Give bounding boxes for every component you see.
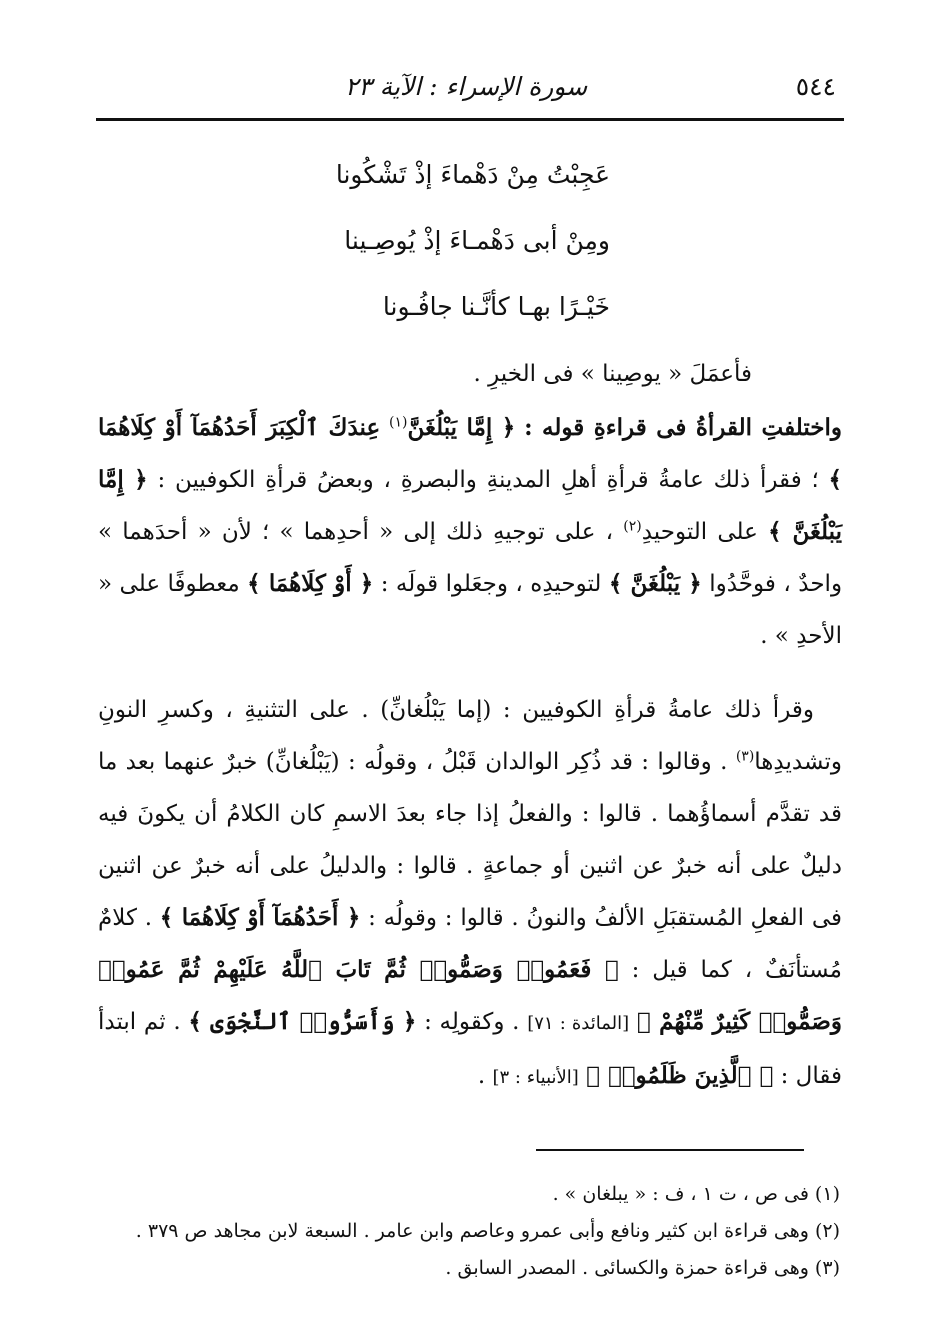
body-text: وقرأ ذلك عامةُ قرأةِ الكوفيين : (إما يَبْلُغانِّ) . على التثنيةِ ، وكسرِ النونِ وتشديدِها [98,697,842,775]
quran-verse: ﴿ فَعَمُوا۟ وَصَمُّوا۟ ثُمَّ تَابَ ٱللَّهُ عَلَيْهِمْ ثُمَّ عَمُوا۟ وَصَمُّوا۟ كَثِيرٌ مِّنْهُمْ ﴾ [98,956,843,1035]
verse-reference: [المائدة : ٧١] [527,1013,630,1034]
paragraph-intro: فأعمَلَ « يوصِينا » فى الخيرِ . [473,361,752,387]
body-text: على التوحيدِ [641,519,758,545]
page-header [96,66,836,106]
quran-verse: ﴿ يَبْلُغَنَّ ﴾ [608,570,702,597]
footnote-marker: (٢) [623,518,642,535]
body-text: . وكقولِه : [424,1009,520,1035]
verse-line: ومِنْ أبى دَهْمـاءَ إذْ يُوصِـينا [344,226,610,255]
body-text: معطوفًا على « الأحدِ » . [98,571,842,649]
quran-verse: عِندَكَ ٱلْكِبَرَ أَحَدُهُمَآ أَوْ كِلَاهُمَا ﴾ [98,414,843,493]
verse-line: خَيْـرًا بهـا كأنَّـنا جافُـونا [382,292,610,321]
quran-verse: ﴿ وَأَسَرُّوا۟ ٱلنَّجْوَى ﴾ [188,1008,417,1035]
page-number: ٥٤٤ [795,72,836,101]
footnote-marker: (٣) [735,748,755,765]
body-text: ، على توجيهِ ذلك إلى « أحدِهما » ؛ لأن « أحدَهما » واحدٌ ، فوحَّدُوا [98,519,843,597]
quran-verse: ﴿ أَحَدُهُمَآ أَوْ كِلَاهُمَا ﴾ [159,904,361,931]
body-text: . وقالوا : قد ذُكِر الوالدان قَبْلُ ، وقولُه : (يَبْلُغانِّ) خبرٌ عنهما بعد ما قد تقدَّم أسماؤُهما . قالوا : والفعلُ إذا جاء بعدَ الاسمِ كان الكلامُ أن يكونَ فيه دليلٌ على أنه خبرٌ عن اثنين أو جماعةٍ . قالوا : والدليلُ على أنه خبرٌ عن اثنين فى الفعلِ المُستقبَلِ الألفُ والنونُ . قالوا : وقولُه : [98,749,842,931]
verse-reference: [الأنبياء : ٣] [492,1067,579,1088]
body-text: . ثم ابتدأ فقال : [98,1009,842,1089]
footnote-rule [536,1149,804,1151]
quran-verse: ﴿ أَوْ كِلَاهُمَا ﴾ [247,570,374,597]
quran-verse: ﴿ إِمَّا يَبْلُغَنَّ [407,414,516,441]
footnote: (١) فى ص ، ت ١ ، ف : « يبلغان » . [552,1183,840,1205]
quran-verse: ﴿ إِمَّا يَبْلُغَنَّ ﴾ [98,466,843,545]
paragraph-readings [98,402,842,662]
footnotes [100,1176,840,1287]
paragraph-lead: واختلفتِ القرأةُ فى قراءةِ قوله : [524,414,843,441]
verse-line: عَجِبْتُ مِنْ دَهْماءَ إذْ تَشْكُونا [335,160,610,189]
footnote: (٣) وهى قراءة حمزة والكسائى . المصدر السابق . [445,1257,840,1279]
paragraph-kufan-reading [98,684,842,1104]
header-rule [96,118,844,121]
quran-verse: ﴿ ٱلَّذِينَ ظَلَمُوا۟ ﴾ [586,1062,774,1089]
poem [320,150,610,348]
body-text: . كلامٌ مُستأنَفٌ ، كما قيل : [98,905,843,983]
body-text: ؛ فقرأ ذلك عامةُ قرأةِ أهلِ المدينةِ والبصرةِ ، وبعضُ قرأةِ الكوفيين : [157,467,819,493]
body-text: لتوحيدِه ، وجعَلوا قولَه : [380,571,602,597]
body-text: . [477,1063,486,1089]
footnote: (٢) وهى قراءة ابن كثير ونافع وأبى عمرو وعاصم وابن عامر . السبعة لابن مجاهد ص ٣٧٩ . [135,1220,840,1242]
running-title: سورة الإسراء : الآية ٢٣ [344,72,588,101]
footnote-marker: (١) [389,414,408,431]
